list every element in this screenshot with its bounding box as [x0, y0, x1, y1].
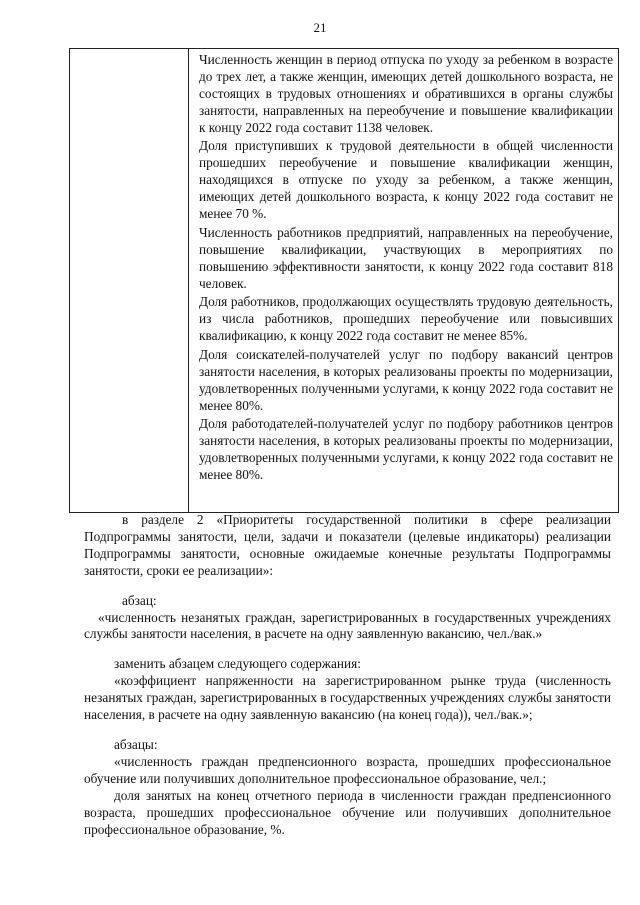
abzac-label: абзац: [122, 592, 157, 608]
cell-paragraph: Доля приступивших к трудовой деятельности в общей численности прошедших переобучение и повышение квалификации женщин, находящихся в отпуске по уходу за ребенком, а также женщин, имеющих детей дошкольного возраста, к концу 2022 года составит не менее 70 %. [199, 138, 613, 222]
abzacy-label: абзацы: [114, 736, 158, 752]
indicators-cell [199, 52, 613, 486]
cell-paragraph: Доля соискателей-получателей услуг по подбору вакансий центров занятости населения, в которых реализованы проекты по модернизации, удовлетворенных полученными услугами, к концу 2022 года составит не менее 80%. [199, 346, 613, 413]
section-intro: в разделе 2 «Приоритеты государственной политики в сфере реализации Подпрограммы занятости, цели, задачи и показатели (целевые индикаторы) реализации Подпрограммы занятости, основные ожидаемые конечные результаты Подпрограммы занятости, сроки ее реализации»: [84, 512, 611, 578]
list-item: «численность граждан предпенсионного возраста, прошедших профессиональное обучение или получивших дополнительное профессиональное образование, чел.; [84, 753, 611, 786]
document-body [84, 512, 611, 838]
cell-paragraph: Численность женщин в период отпуска по уходу за ребенком в возрасте до трех лет, а также женщин, имеющих детей дошкольного возраста, не состоящих в трудовых отношениях и обратившихся в органы службы занятости, направленных на переобучение и повышение квалификации к концу 2022 года составит 1138 человек. [199, 52, 613, 135]
list-item: доля занятых на конец отчетного периода в численности граждан предпенсионного возраста, прошедших профессиональное обучение или получивших дополнительное профессиональное образование, %. [84, 787, 611, 837]
cell-paragraph: Численность работников предприятий, направленных на переобучение, повышение квалификации, участвующих в мероприятиях по повышению эффективности занятости, к концу 2022 года составит 818 человек. [199, 224, 613, 291]
replace-label: заменить абзацем следующего содержания: [114, 656, 361, 672]
page-number: 21 [313, 20, 327, 35]
table-column-divider [188, 49, 189, 512]
indicators-table [69, 48, 619, 513]
new-text: «коэффициент напряженности на зарегистрированном рынке труда (численность незанятых граждан, зарегистрированных в государственных учреждениях службы занятости населения, в расчете на одну заявленную вакансию (на конец года)), чел./вак.»; [84, 673, 611, 723]
old-text: «численность незанятых граждан, зарегистрированных в государственных учреждениях службы занятости населения, в расчете на одну заявленную вакансию, чел./вак.» [84, 609, 611, 642]
cell-paragraph: Доля работодателей-получателей услуг по подбору работников центров занятости населения, в которых реализованы проекты по модернизации, удовлетворенных полученными услугами, к концу 2022 года составит не менее 80%. [199, 416, 613, 483]
cell-paragraph: Доля работников, продолжающих осуществлять трудовую деятельность, из числа работников, прошедших переобучение или повысивших квалификацию, к концу 2022 года составит не менее 85%. [199, 294, 613, 344]
